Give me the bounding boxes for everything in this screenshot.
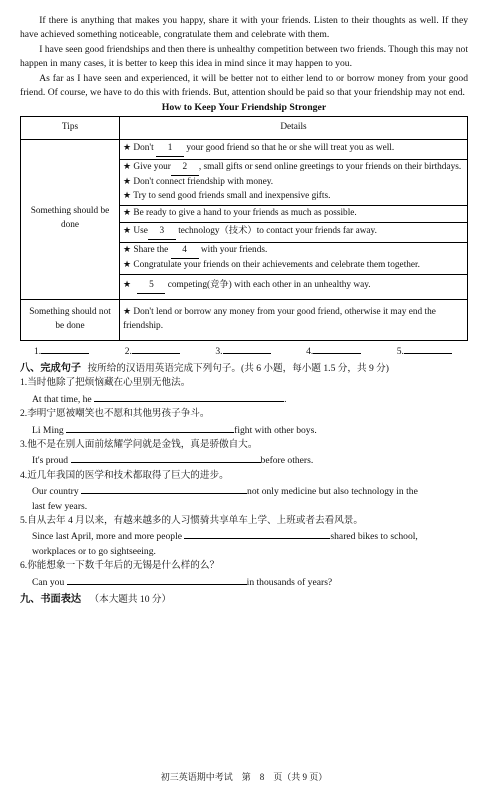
star-icon: ★	[123, 207, 132, 218]
question-6-cn: 6.你能想象一下数千年后的无锡是什么样的么？	[20, 560, 220, 572]
answer-blank-5[interactable]: 5.	[397, 343, 452, 359]
question-3-cn: 3.他不是在别人面前炫耀学问就是金钱，真是骄傲自大。	[20, 439, 258, 450]
header-details: Details	[120, 117, 468, 140]
exam-page	[20, 14, 468, 607]
section-9-note: （本大题共 10 分）	[89, 593, 172, 605]
detail-row-1: ★ Don't 1 your good friend so that he or she will treat you as well.	[120, 140, 468, 160]
question-1-en: At that time, he .	[20, 391, 468, 407]
fill-blank-3[interactable]	[71, 452, 261, 463]
detail-row-7: ★ Don't lend or borrow any money from your good friend, otherwise it may end the friendship.	[120, 299, 468, 340]
answer-blank-4[interactable]: 4.	[306, 343, 361, 359]
question-4-en: Our country not only medicine but also technology in the last few years.	[20, 483, 468, 514]
detail-row-5: ★ Share the 4 with your friends. ★ Congratulate your friends on their achievements and celebrate them together.	[120, 242, 468, 274]
question-6-en: Can you in thousands of years?	[20, 574, 468, 590]
question-5-cn: 5.自从去年 4 月以来，有越来越多的人习惯骑共享单车上学、上班或者去看风景。	[20, 514, 363, 526]
star-icon: ★	[123, 225, 132, 236]
question-2-en: Li Ming fight with other boys.	[20, 422, 468, 438]
passage-paragraph: I have seen good friendships and then there is unhealthy competition between two friends. Though this may not happen in many cases, it is better to keep this idea in mind since it may happen to you.	[20, 43, 468, 70]
answer-blank-2[interactable]: 2.	[125, 343, 180, 359]
detail-row-2: ★ Give your 2 , small gifts or send online greetings to your friends on their birthdays. ★ Don't connect friendship with money. ★ Try to send good friends small and inexpensive gifts.	[120, 160, 468, 206]
blank-5: 5	[137, 279, 165, 294]
table-title: How to Keep Your Friendship Stronger	[161, 102, 327, 114]
section-8-title: 八、完成句子	[20, 363, 82, 375]
blank-2: 2	[171, 161, 199, 176]
fill-blank-4[interactable]	[81, 483, 247, 494]
star-icon: ★	[123, 244, 132, 255]
passage-paragraph: As far as I have seen and experienced, it will be better not to either lend to or borrow money from your good friend. Of course, we have to do this with friends. But, attention should be paid so that your friendship may not end.	[20, 72, 468, 98]
question-5-en: Since last April, more and more people shared bikes to school, workplaces or to go sightseeing.	[20, 528, 468, 559]
passage-paragraph: If there is anything that makes you happy, share it with your friends. Listen to their thoughts as well. If they have achieved something noticeable, congratulate them and celebrate with them.	[20, 15, 468, 41]
tips-should-not-be-done: Something should not be done	[21, 299, 120, 340]
star-icon: ★	[123, 190, 132, 201]
answer-blanks	[20, 341, 468, 359]
star-icon: ★	[123, 280, 132, 291]
detail-row-3: ★ Be ready to give a hand to your friends as much as possible.	[120, 205, 468, 222]
star-icon: ★	[123, 259, 132, 270]
answer-blank-1[interactable]: 1.	[34, 343, 89, 359]
section-8-heading	[20, 361, 468, 376]
fill-blank-2[interactable]	[66, 422, 234, 433]
tips-should-be-done: Something should be done	[21, 140, 120, 300]
fill-blank-1[interactable]	[94, 391, 284, 402]
star-icon: ★	[123, 176, 132, 187]
friendship-table	[20, 116, 468, 341]
star-icon: ★	[123, 306, 132, 317]
page-footer: 初三英语期中考试 第 8 页（共 9 页）	[160, 772, 328, 782]
section-9-heading	[20, 592, 468, 607]
question-4-cn: 4.近几年我国的医学和技术都取得了巨大的进步。	[20, 469, 229, 481]
fill-blank-6[interactable]	[67, 574, 247, 585]
blank-1: 1	[156, 142, 184, 157]
section-8-instruction: 按所给的汉语用英语完成下列句子。(共 6 小题，每小题 1.5 分，共 9 分)	[87, 363, 389, 375]
answer-blank-3[interactable]: 3.	[215, 343, 270, 359]
blank-3: 3	[148, 225, 176, 240]
detail-row-4: ★ Use 3 technology（技术）to contact your friends far away.	[120, 222, 468, 242]
star-icon: ★	[123, 162, 132, 173]
question-2-cn: 2.李明宁愿被嘲笑也不愿和其他男孩子争斗。	[20, 408, 210, 420]
detail-row-6: ★ 5 competing(竞争) with each other in an unhealthy way.	[120, 274, 468, 299]
section-9-title: 九、书面表达	[20, 593, 82, 605]
star-icon: ★	[123, 143, 132, 154]
question-1-cn: 1.当时他除了把烦恼藏在心里别无他法。	[20, 377, 191, 389]
blank-4: 4	[171, 244, 199, 259]
fill-blank-5[interactable]	[184, 528, 330, 539]
question-3-en: It's proud before others.	[20, 452, 468, 468]
header-tips: Tips	[21, 117, 120, 140]
